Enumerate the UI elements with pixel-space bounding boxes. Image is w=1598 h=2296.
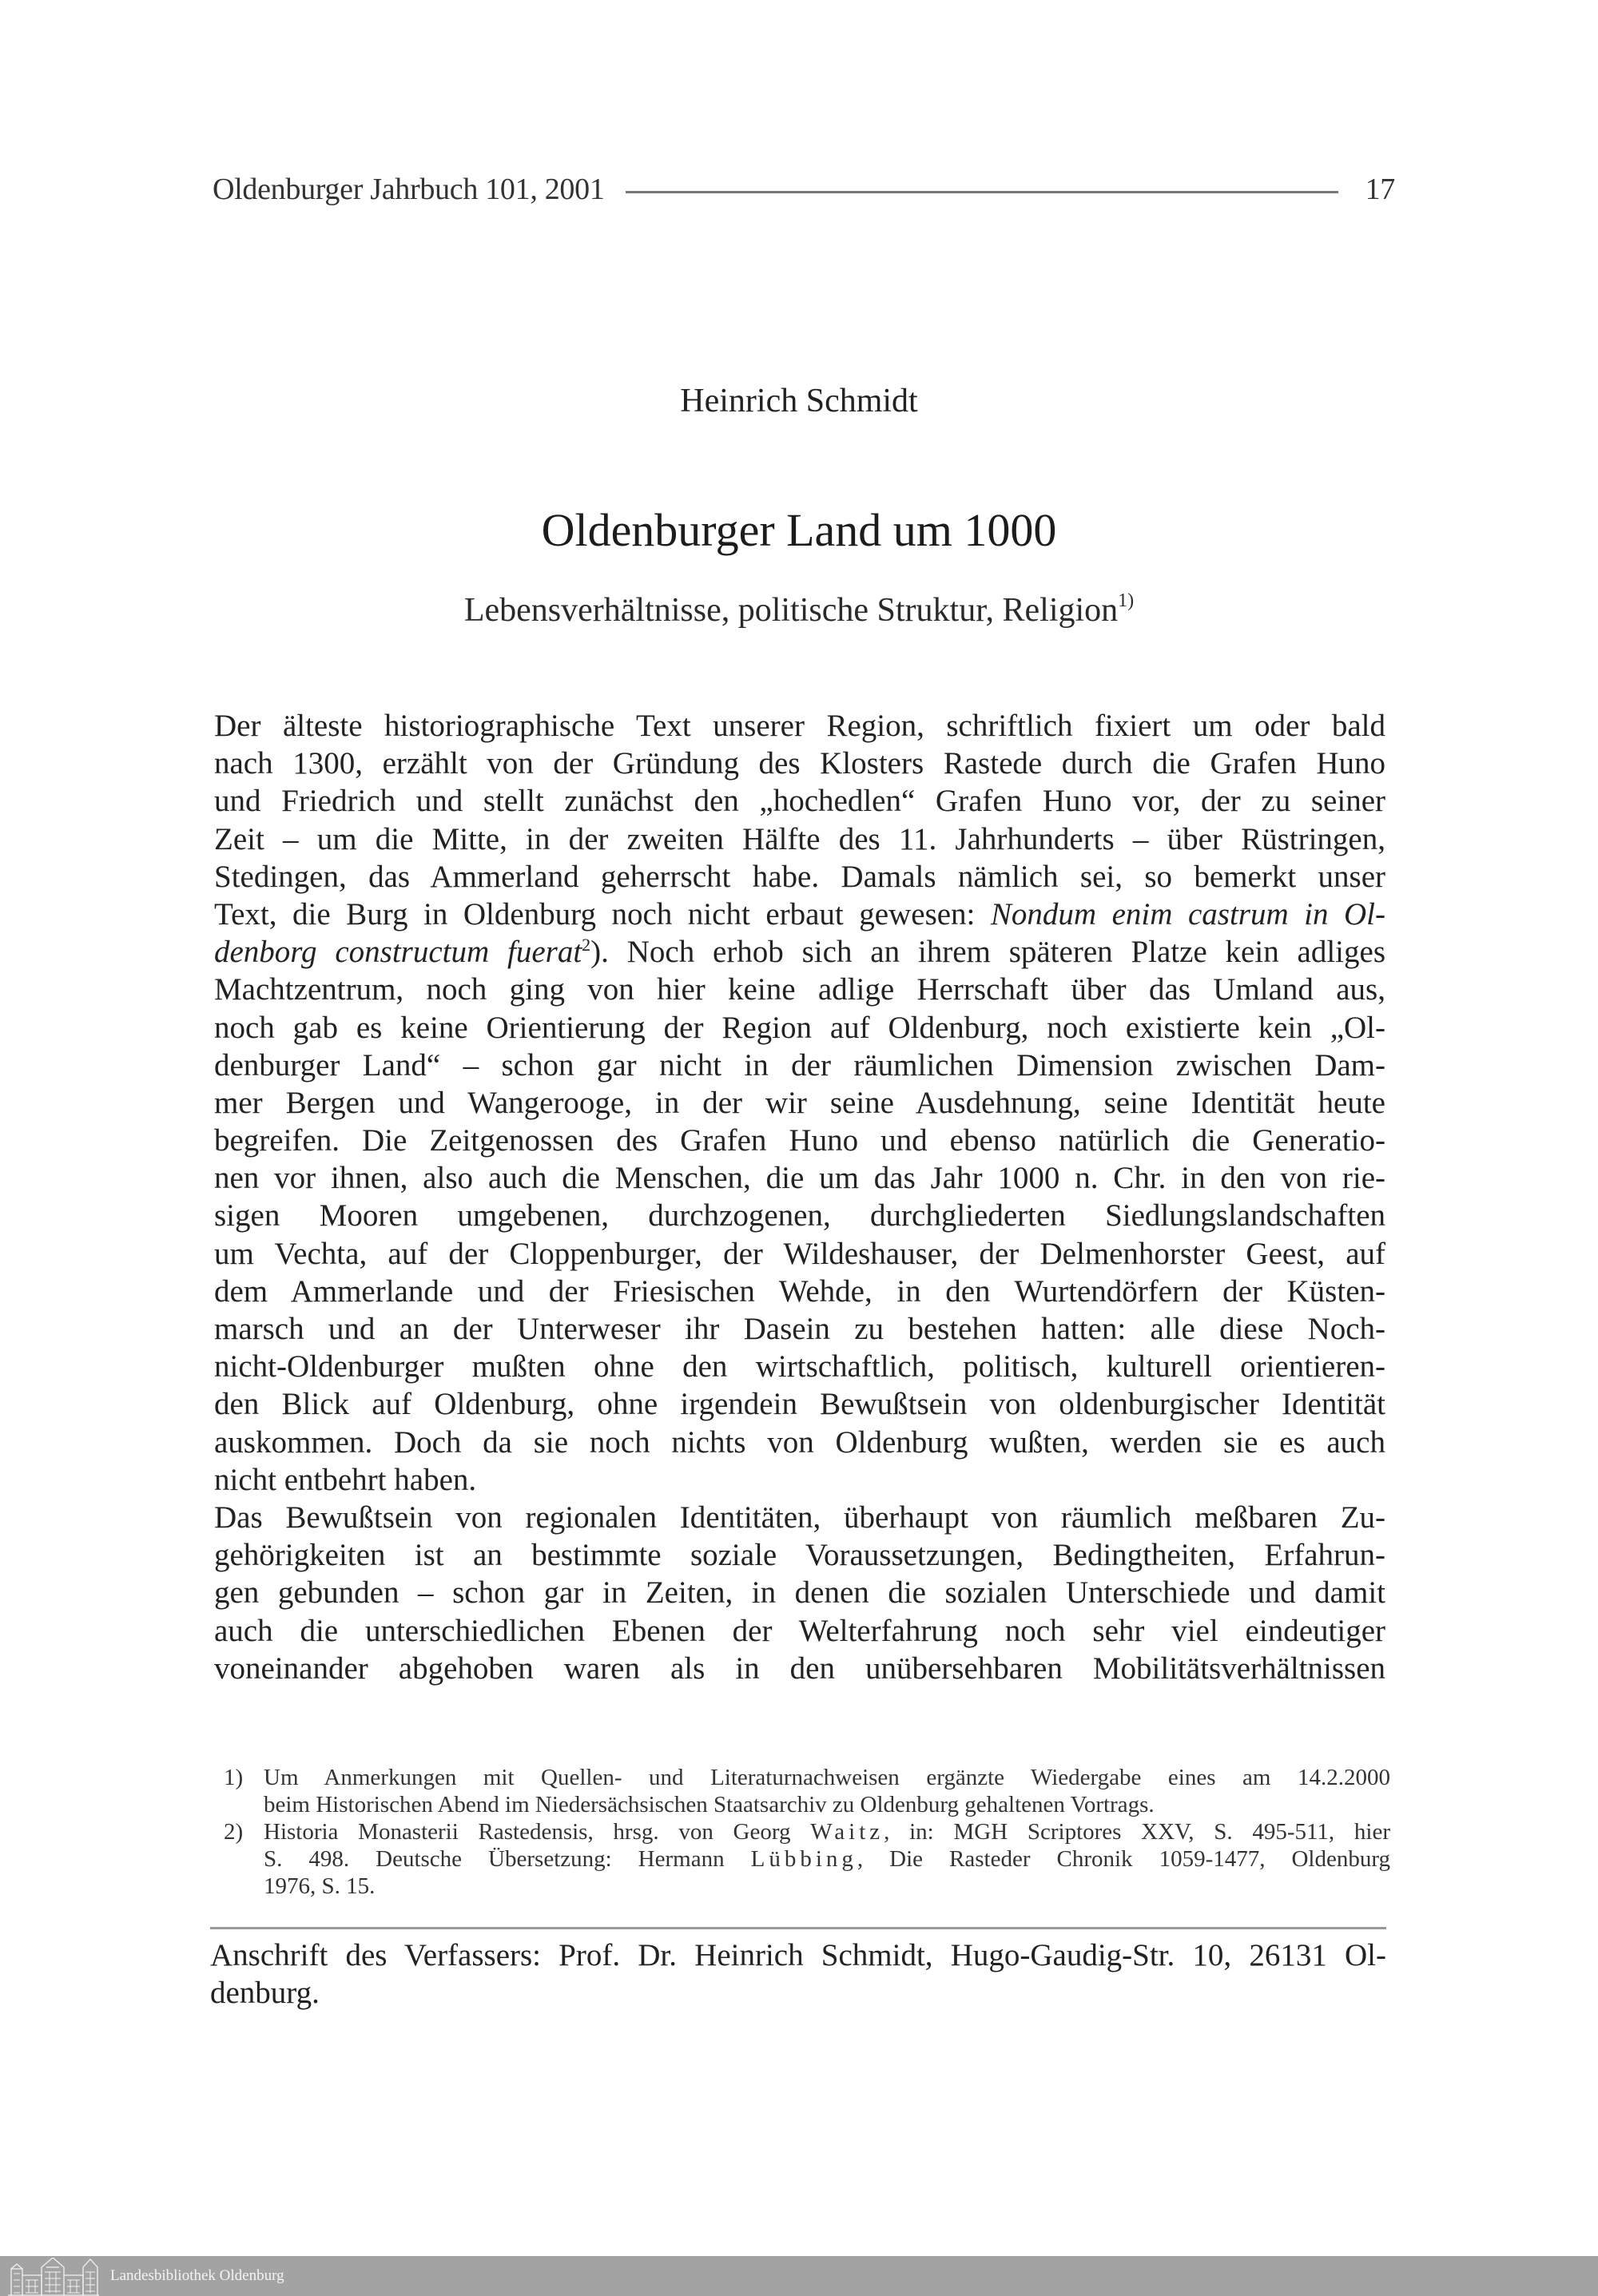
body-line: auch die unterschiedlichen Ebenen der Welterfahrung noch sehr viel eindeutiger [214,1613,1385,1648]
body-line: nach 1300, erzählt von der Gründung des Klosters Rastede durch die Grafen Huno [214,746,1385,781]
body-line: nicht-Oldenburger mußten ohne den wirtschaftlich, politisch, kulturell orientieren- [214,1349,1385,1384]
page-number: 17 [1365,173,1395,206]
footnote-number: 2) [224,1819,244,1845]
footnote-2: 2) Historia Monasterii Rastedensis, hrsg. von Georg Waitz, in: MGH Scriptores XXV, S. 495-511, hier S. 498. Deutsche Übersetzung: Hermann Lübbing, Die Rasteder Chronik 1059-1477, Oldenburg 1976, S. 15. [224,1819,1390,1899]
body-line: Der älteste historiographische Text unserer Region, schriftlich fixiert um oder bald [214,709,1385,743]
author-address: Anschrift des Verfassers: Prof. Dr. Heinrich Schmidt, Hugo-Gaudig-Str. 10, 26131 Ol- denburg. [210,1938,1386,2010]
body-line: marsch und an der Unterweser ihr Dasein zu bestehen hatten: alle diese Noch- [214,1312,1385,1346]
article-author: Heinrich Schmidt [680,383,918,419]
footnotes [224,1764,1390,1900]
editor-name: Waitz [810,1819,884,1845]
address-separator-rule [210,1927,1386,1929]
article-subtitle [0,591,1598,630]
footnote-ref-2: 2 [582,935,591,955]
body-line: nen vor ihnen, also auch die Menschen, die um das Jahr 1000 n. Chr. in den von rie- [214,1161,1385,1196]
subtitle-text: Lebensverhältnisse, politische Struktur, Religion [463,592,1119,629]
header-rule [626,191,1338,193]
body-line: Zeit – um die Mitte, in der zweiten Hälfte des 11. Jahrhunderts – über Rüstringen, [214,821,1385,856]
body-line: noch gab es keine Orientierung der Region auf Oldenburg, noch existierte kein „Ol- [214,1010,1385,1045]
library-building-icon [6,2258,101,2296]
latin-quote: Nondum enim castrum in Ol- [990,896,1385,932]
running-head [213,169,1395,209]
body-line: Stedingen, das Ammerland geherrscht habe. Damals nämlich sei, so bemerkt unser [214,859,1385,894]
body-line: voneinander abgehoben waren als in den unübersehbaren Mobilitätsverhältnissen [214,1650,1385,1686]
body-line: denborg constructum fuerat$^2$). Noch erhob sich an ihrem späteren Platze kein adliges [214,935,1385,970]
body-line: Text, die Burg in Oldenburg noch nicht erbaut gewesen: Nondum enim castrum in Ol- [214,896,1385,932]
body-line: Das Bewußtsein von regionalen Identitäten, überhaupt von räumlich meßbaren Zu- [214,1500,1385,1535]
footnote-number: 1) [224,1765,244,1790]
body-line: den Blick auf Oldenburg, ohne irgendein Bewußtsein von oldenburgischer Identität [214,1387,1385,1422]
translator-name: Lübbing [750,1846,857,1872]
article-title: Oldenburger Land um 1000 [541,504,1057,556]
library-footer-bar [0,2256,1598,2296]
library-name: Landesbibliothek Oldenburg [110,2267,284,2284]
footnote-1: 1) Um Anmerkungen mit Quellen- und Literaturnachweisen ergänzte Wiedergabe eines am 14.2.2000 beim Historischen Abend im Niedersächsischen Staatsarchiv zu Oldenburg gehaltenen Vortrags. [224,1765,1390,1817]
body-line: gen gebunden – schon gar in Zeiten, in denen die sozialen Unterschiede und damit [214,1575,1385,1611]
body-line: denburger Land“ – schon gar nicht in der räumlichen Dimension zwischen Dam- [214,1047,1385,1082]
body-line: Machtzentrum, noch ging von hier keine adlige Herrschaft über das Umland aus, [214,972,1385,1007]
body-line: mer Bergen und Wangerooge, in der wir seine Ausdehnung, seine Identität heute [214,1085,1385,1120]
journal-title: Oldenburger Jahrbuch 101, 2001 [213,173,605,206]
latin-quote: denborg constructum fuerat [214,935,582,970]
body-line: auskommen. Doch da sie noch nichts von Oldenburg wußten, werden sie es auch [214,1424,1385,1460]
footnote-ref-1: 1) [1118,590,1135,611]
body-line: um Vechta, auf der Cloppenburger, der Wildeshauser, der Delmenhorster Geest, auf [214,1236,1385,1271]
body-line: dem Ammerlande und der Friesischen Wehde, in den Wurtendörfern der Küsten- [214,1273,1385,1309]
body-line: sigen Mooren umgebenen, durchzogenen, durchgliederten Siedlungslandschaften [214,1198,1385,1233]
body-line: begreifen. Die Zeitgenossen des Grafen Huno und ebenso natürlich die Generatio- [214,1123,1385,1158]
body-text [214,707,1385,1687]
body-line: nicht entbehrt haben. [214,1462,477,1497]
body-line: gehörigkeiten ist an bestimmte soziale Voraussetzungen, Bedingtheiten, Erfahrun- [214,1538,1385,1573]
body-line: und Friedrich und stellt zunächst den „hochedlen“ Grafen Huno vor, der zu seiner [214,784,1385,819]
